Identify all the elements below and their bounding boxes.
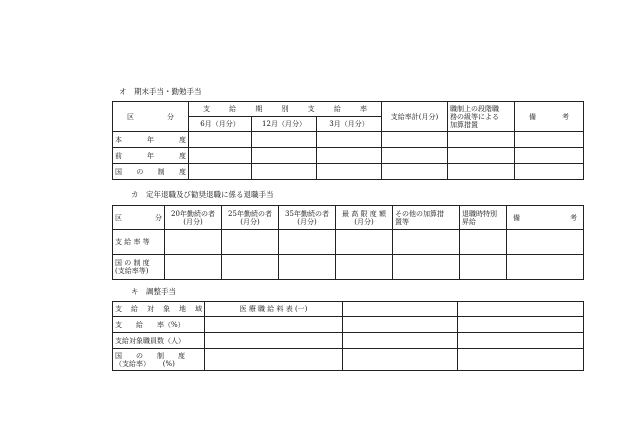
retire-header-other-line1: その他の加算措 [395,209,444,218]
table-row [113,317,584,333]
bonus-header-rank [448,102,515,132]
retire-header-max-line2: (月分) [354,217,374,226]
table-row [113,333,584,349]
table-row [113,164,584,180]
retire-header-20yrs [165,206,222,230]
bonus-header-rank-line2: 務の級等による [450,112,499,121]
bonus-header-kubun: 区 分 [113,102,189,132]
retire-header-20yrs-line2: (月分) [183,217,203,226]
bonus-row-label: 前 年 度 [113,148,189,164]
retire-row-label [113,255,165,280]
retire-header-other-line2: 置等 [395,217,409,226]
retire-header-25yrs-line2: (月分) [240,217,260,226]
retire-header-35yrs [279,206,336,230]
retire-header-kubun: 区 分 [113,206,165,230]
retire-row-label-line1: 国 の 制 度 [115,259,150,267]
retire-header-max-line1: 最 高 限 度 額 [342,209,386,218]
retire-header-max [336,206,393,230]
section-ka-title: カ 定年退職及び勧奨退職に係る退職手当 [131,190,274,199]
retire-header-bikou: 備 考 [507,206,584,230]
retirement-table [112,205,584,280]
retire-row-label-line2: (支給率等) [115,267,149,275]
adjust-row-label: 支 給 対 象 地 域 [113,302,205,317]
bonus-header-rate-group: 支 給 期 別 支 給 率 [189,102,382,117]
table-row [113,349,584,371]
bonus-header-total: 支給率計(月分) [382,102,448,132]
retire-header-other [393,206,460,230]
table-row [113,302,584,317]
retire-header-25yrs [222,206,279,230]
table-row [113,255,584,280]
bonus-header-december: 12月（月分） [252,117,317,132]
retire-header-35yrs-line1: 35年勤続の者 [285,209,329,218]
adjust-target-value: 医 療 職 給 料 表 (一) [205,302,343,317]
bonus-header-bikou: 備 考 [515,102,584,132]
section-o-title: オ 期末手当・勤勉手当 [119,87,202,96]
bonus-row-label: 本 年 度 [113,132,189,148]
table-row [113,148,584,164]
retire-header-special-line2: 昇給 [462,217,476,226]
bonus-row-label: 国 の 制 度 [113,164,189,180]
bonus-header-rank-line1: 職制上の段階職 [450,104,499,113]
adjust-row-label: 支 給 率（%） [113,317,205,333]
adjust-row-label: 支給対象職員数（人） [113,333,205,349]
retire-header-20yrs-line1: 20年勤続の者 [171,209,215,218]
retire-row-label: 支 給 率 等 [113,230,165,255]
adjust-row-label-line2: （支給率） (%) [115,359,175,368]
retire-header-special [460,206,507,230]
adjust-row-label [113,349,205,371]
bonus-header-june: 6月（月分） [189,117,252,132]
adjust-row-label-line1: 国 の 制 度 [115,351,185,360]
bonus-header-rank-line3: 加算措置 [450,120,478,129]
section-ki-title: キ 調整手当 [131,287,176,296]
adjustment-table [112,301,584,371]
retire-header-special-line1: 退職時特別 [462,209,497,218]
retire-header-35yrs-line2: (月分) [297,217,317,226]
table-row [113,132,584,148]
table-row [113,230,584,255]
retire-header-25yrs-line1: 25年勤続の者 [228,209,272,218]
bonus-table [112,101,584,180]
bonus-header-march: 3月（月分） [317,117,382,132]
